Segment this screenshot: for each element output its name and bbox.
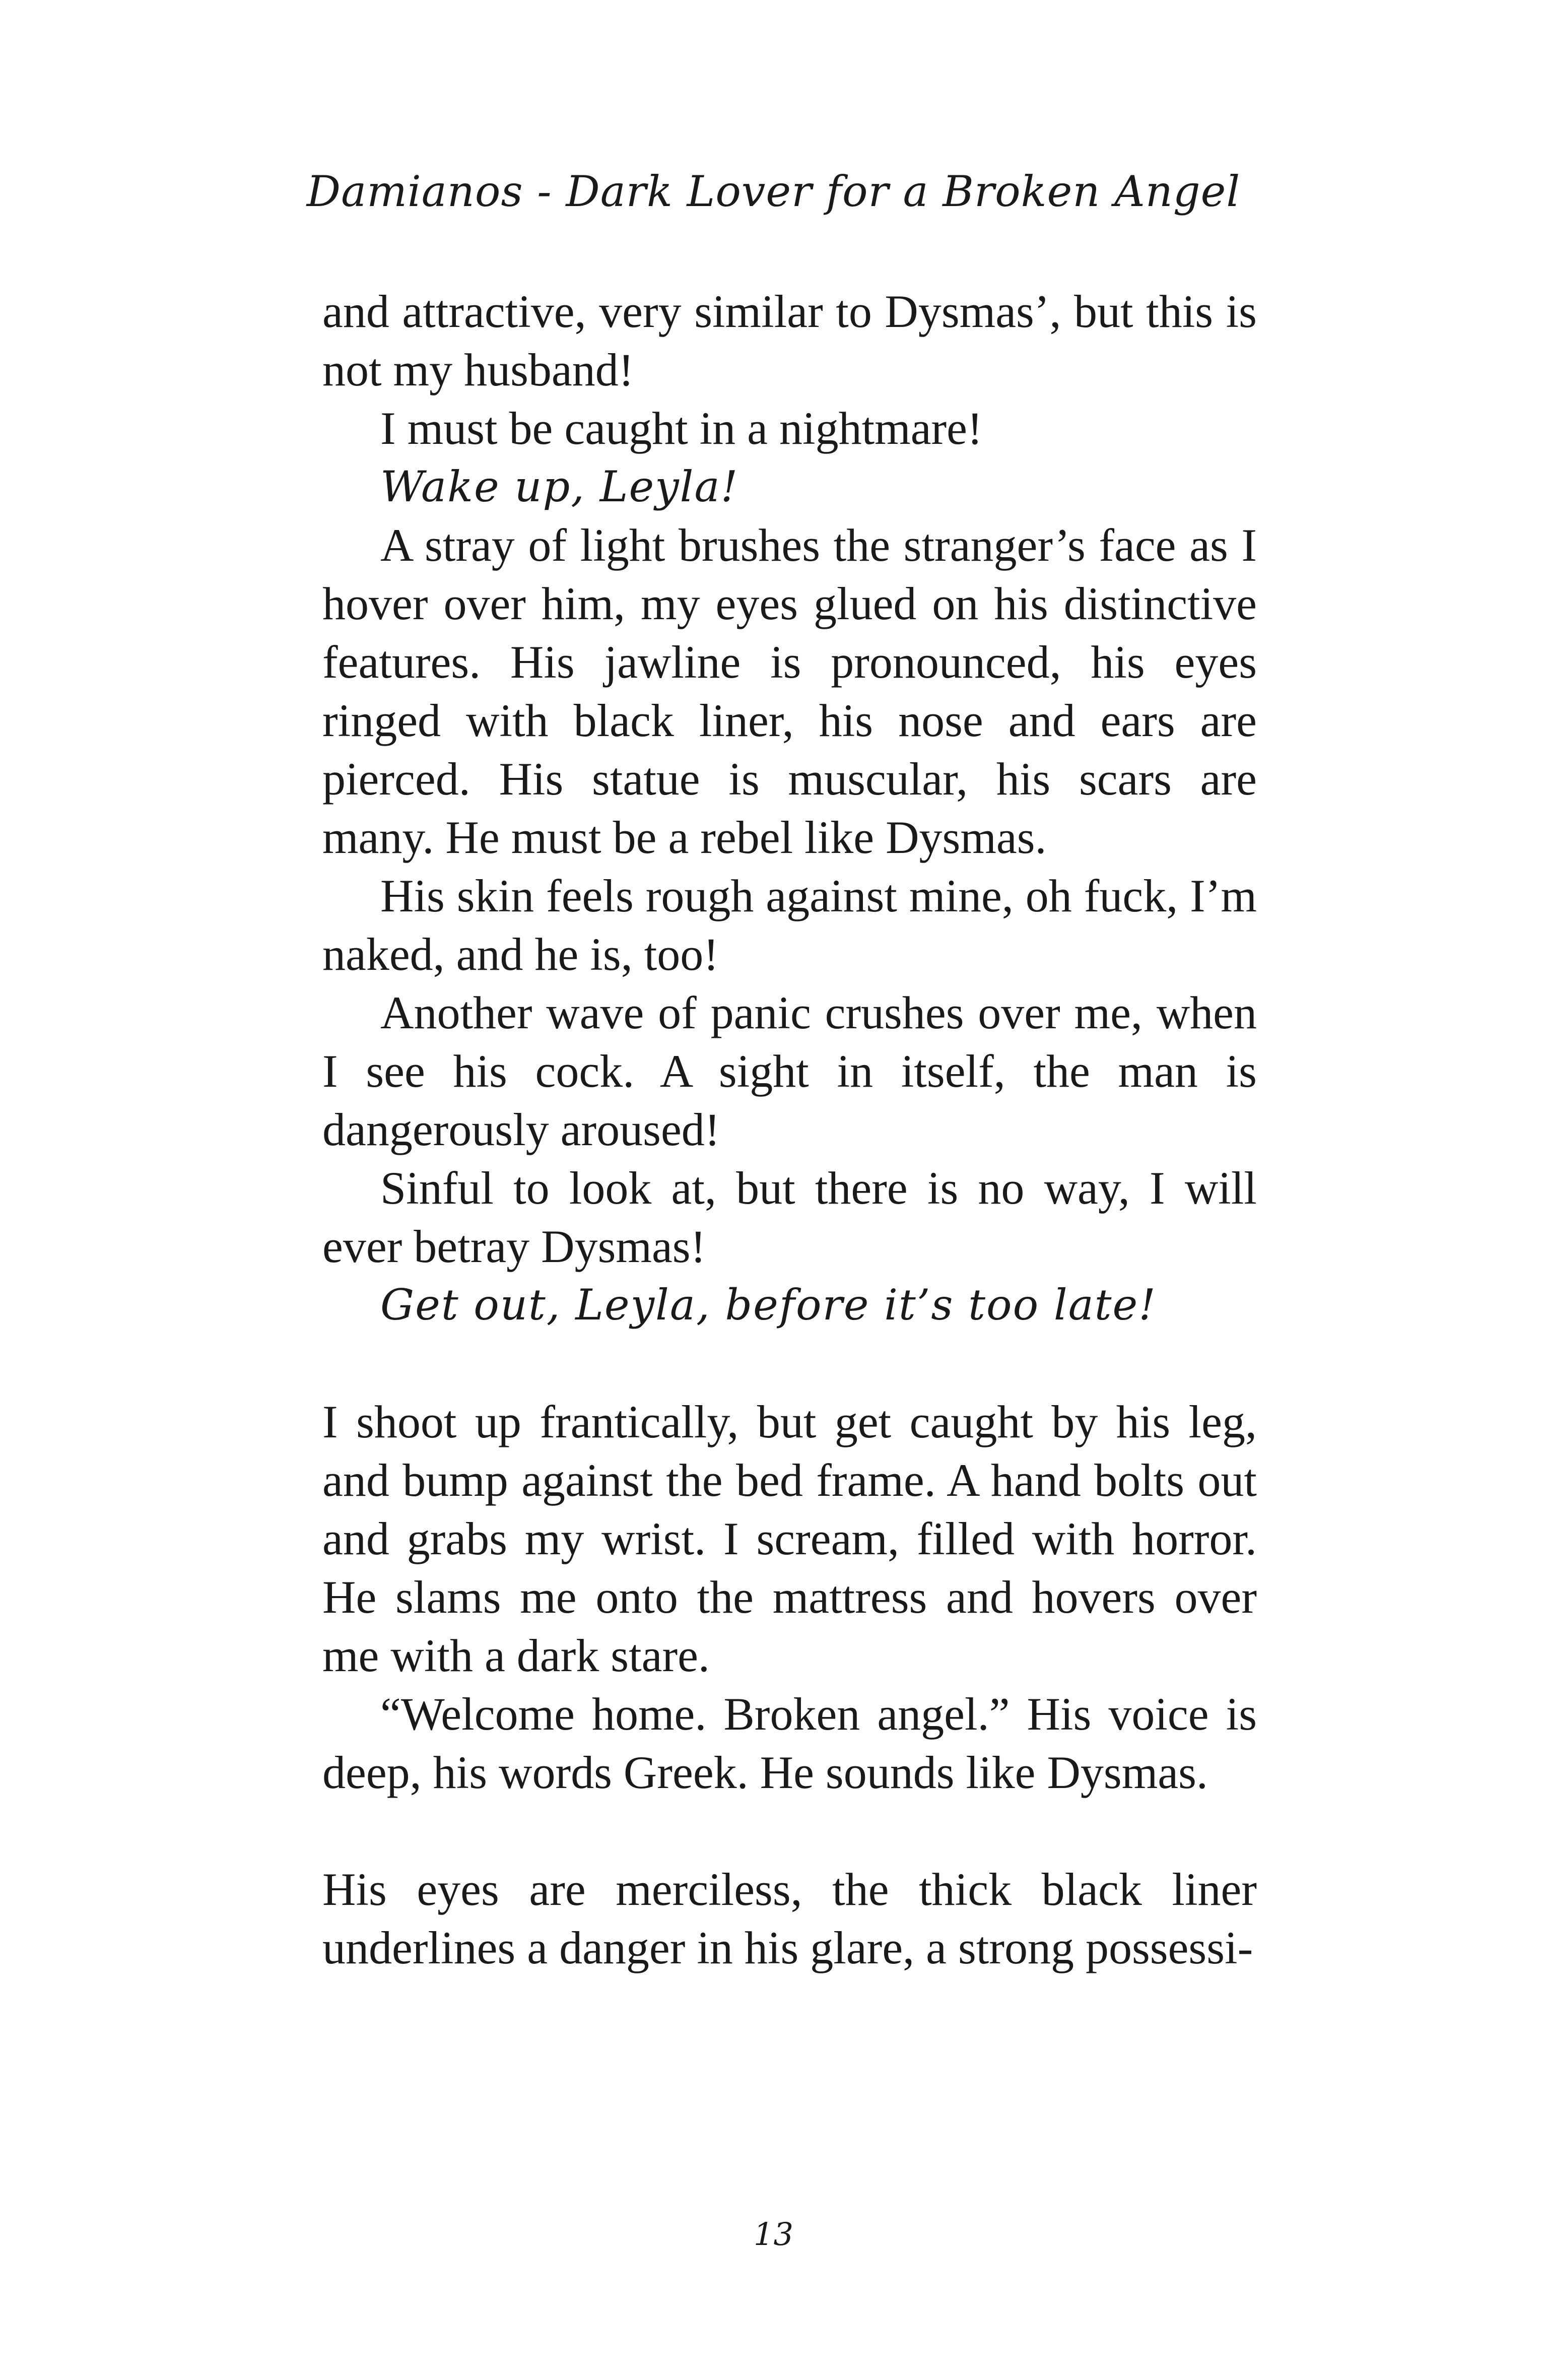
running-header: Damianos - Dark Lover for a Broken Angel [306, 167, 1241, 216]
section-gap [322, 1334, 1257, 1393]
paragraph: Another wave of panic crushes over me, when I see his cock. A sight in itself, the man is dangerously aroused! [322, 987, 1257, 1155]
paragraph: I must be caught in a nightmare! [380, 403, 983, 454]
paragraph: “Welcome home. Broken angel.” His voice is deep, his words Greek. He sounds like Dysmas. [322, 1688, 1257, 1798]
paragraph: His eyes are merciless, the thick black liner underlines a danger in his glare, a strong possessi- [322, 1864, 1257, 1973]
italic-thought: Wake up, Leyla! [380, 462, 739, 511]
paragraph: His skin feels rough against mine, oh fuck, I’m naked, and he is, too! [322, 870, 1257, 980]
italic-thought: Get out, Leyla, before it’s too late! [380, 1280, 1157, 1330]
paragraph: A stray of light brushes the stranger’s face as I hover over him, my eyes glued on his distinctive features. His jawline is pronounced, his eyes ringed with black liner, his nose and ears are pierced. His statue is muscular, his scars are many. He must be a rebel like Dysmas. [322, 519, 1257, 863]
section-gap [322, 1802, 1257, 1860]
body-text [322, 282, 1257, 1977]
paragraph: Sinful to look at, but there is no way, I will ever betray Dysmas! [322, 1162, 1257, 1272]
paragraph: I shoot up frantically, but get caught by his leg, and bump against the bed frame. A hand bolts out and grabs my wrist. I scream, filled with horror. He slams me onto the mattress and hovers over me with a dark stare. [322, 1396, 1257, 1681]
paragraph: and attractive, very similar to Dysmas’, but this is not my husband! [322, 286, 1257, 395]
page-number: 13 [754, 2216, 793, 2253]
